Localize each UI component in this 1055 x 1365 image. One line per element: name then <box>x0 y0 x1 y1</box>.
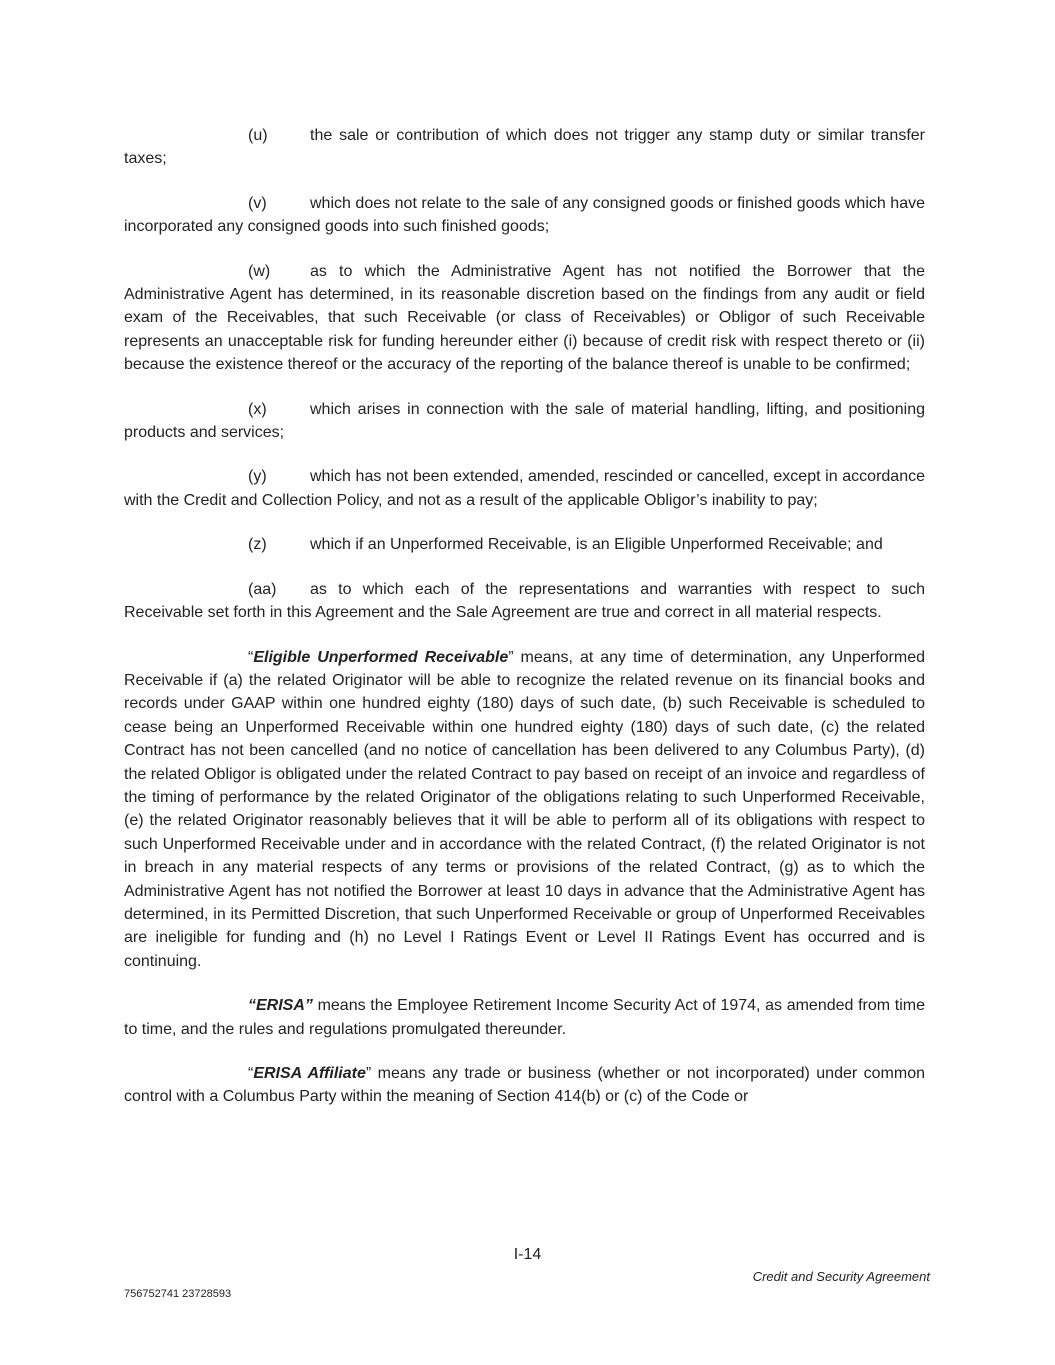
clause-text: which has not been extended, amended, rescinded or cancelled, except in accordance with the Credit and Collection Policy, and not as a result of the applicable Obligor’s inability to pay; <box>124 468 925 509</box>
clause-label: (aa) <box>248 580 277 598</box>
clause-text: as to which each of the representations and warranties with respect to such Receivable set forth in this Agreement and the Sale Agreement are true and correct in all material respects. <box>124 580 925 622</box>
footer-document-title: Credit and Security Agreement <box>752 1269 930 1284</box>
page-number: I-14 <box>513 1246 542 1263</box>
definition-erisa <box>124 994 925 1041</box>
open-quote: “ <box>248 648 254 666</box>
clause-v <box>124 192 925 239</box>
clause-label: (y) <box>248 468 267 486</box>
clause-x <box>124 398 925 445</box>
definition-text: means the Employee Retirement Income Security Act of 1974, as amended from time to time, and the rules and regulations promulgated thereunder. <box>124 997 925 1038</box>
clause-label: (z) <box>248 536 267 554</box>
footer-document-id: 756752741 23728593 <box>124 1288 232 1300</box>
definition-eligible-unperformed-receivable <box>124 646 925 974</box>
clause-y <box>124 465 925 512</box>
clause-label: (v) <box>248 194 267 212</box>
clause-text: which arises in connection with the sale of material handling, lifting, and positioning products and services; <box>124 400 925 442</box>
definition-text: means, at any time of determination, any Unperformed Receivable if (a) the related Originator will be able to recognize the related revenue on its financial books and records under GAAP within one hundred eighty (180) days of such date, (b) such Receivable is scheduled to cease being an Unperformed Receivable within one hundred eighty (180) days of such date, (c) the related Contract has not been cancelled (and no notice of cancellation has been delivered to any Columbus Party), (d) the related Obligor is obligated under the related Contract to pay based on receipt of an invoice and regardless of the timing of performance by the related Originator of the obligations relating to such Unperformed Receivable, (e) the related Originator reasonably believes that it will be able to perform all of its obligations with respect to such Unperformed Receivable under and in accordance with the related Contract, (f) the related Originator is not in breach in any material respects of any terms or provisions of the related Contract, (g) as to which the Administrative Agent has not notified the Borrower at least 10 days in advance that the Administrative Agent has determined, in its Permitted Discretion, that such Unperformed Receivable or group of Unperformed Receivables are ineligible for funding and (h) no Level I Ratings Event or Level II Ratings Event has occurred and is continuing. <box>124 648 925 970</box>
clause-u <box>124 124 925 171</box>
clause-label: (u) <box>248 127 268 144</box>
open-quote: “ <box>248 1065 254 1082</box>
clause-label: (w) <box>248 262 271 280</box>
defined-term: Eligible Unperformed Receivable <box>253 648 509 666</box>
close-quote: ” <box>508 648 514 666</box>
clause-text: as to which the Administrative Agent has not notified the Borrower that the Administrative Agent has determined, in its reasonable discretion based on the findings from any audit or field exam of the Receivables, that such Receivable (or class of Receivables) or Obligor of such Receivable represents an unacceptable risk for funding hereunder either (i) because of credit risk with respect thereto or (ii) because the existence thereof or the accuracy of the reporting of the balance thereof is unable to be confirmed; <box>124 262 925 374</box>
definition-text: means any trade or business (whether or not incorporated) under common control with a Columbus Party within the meaning of Section 414(b) or (c) of the Code or <box>124 1065 926 1106</box>
clause-aa <box>124 578 925 625</box>
clause-label: (x) <box>248 400 267 418</box>
clause-text: the sale or contribution of which does not trigger any stamp duty or similar transfer taxes; <box>124 127 925 168</box>
clause-text: which if an Unperformed Receivable, is an Eligible Unperformed Receivable; and <box>310 536 883 554</box>
document-body <box>124 124 925 1130</box>
clause-w <box>124 260 925 377</box>
defined-term: “ERISA” <box>248 997 313 1015</box>
definition-erisa-affiliate <box>124 1062 925 1109</box>
clause-z <box>124 533 925 556</box>
close-quote: ” <box>365 1065 372 1082</box>
defined-term: ERISA Affiliate <box>253 1065 366 1082</box>
clause-text: which does not relate to the sale of any consigned goods or finished goods which have incorporated any consigned goods into such finished goods; <box>124 194 925 236</box>
